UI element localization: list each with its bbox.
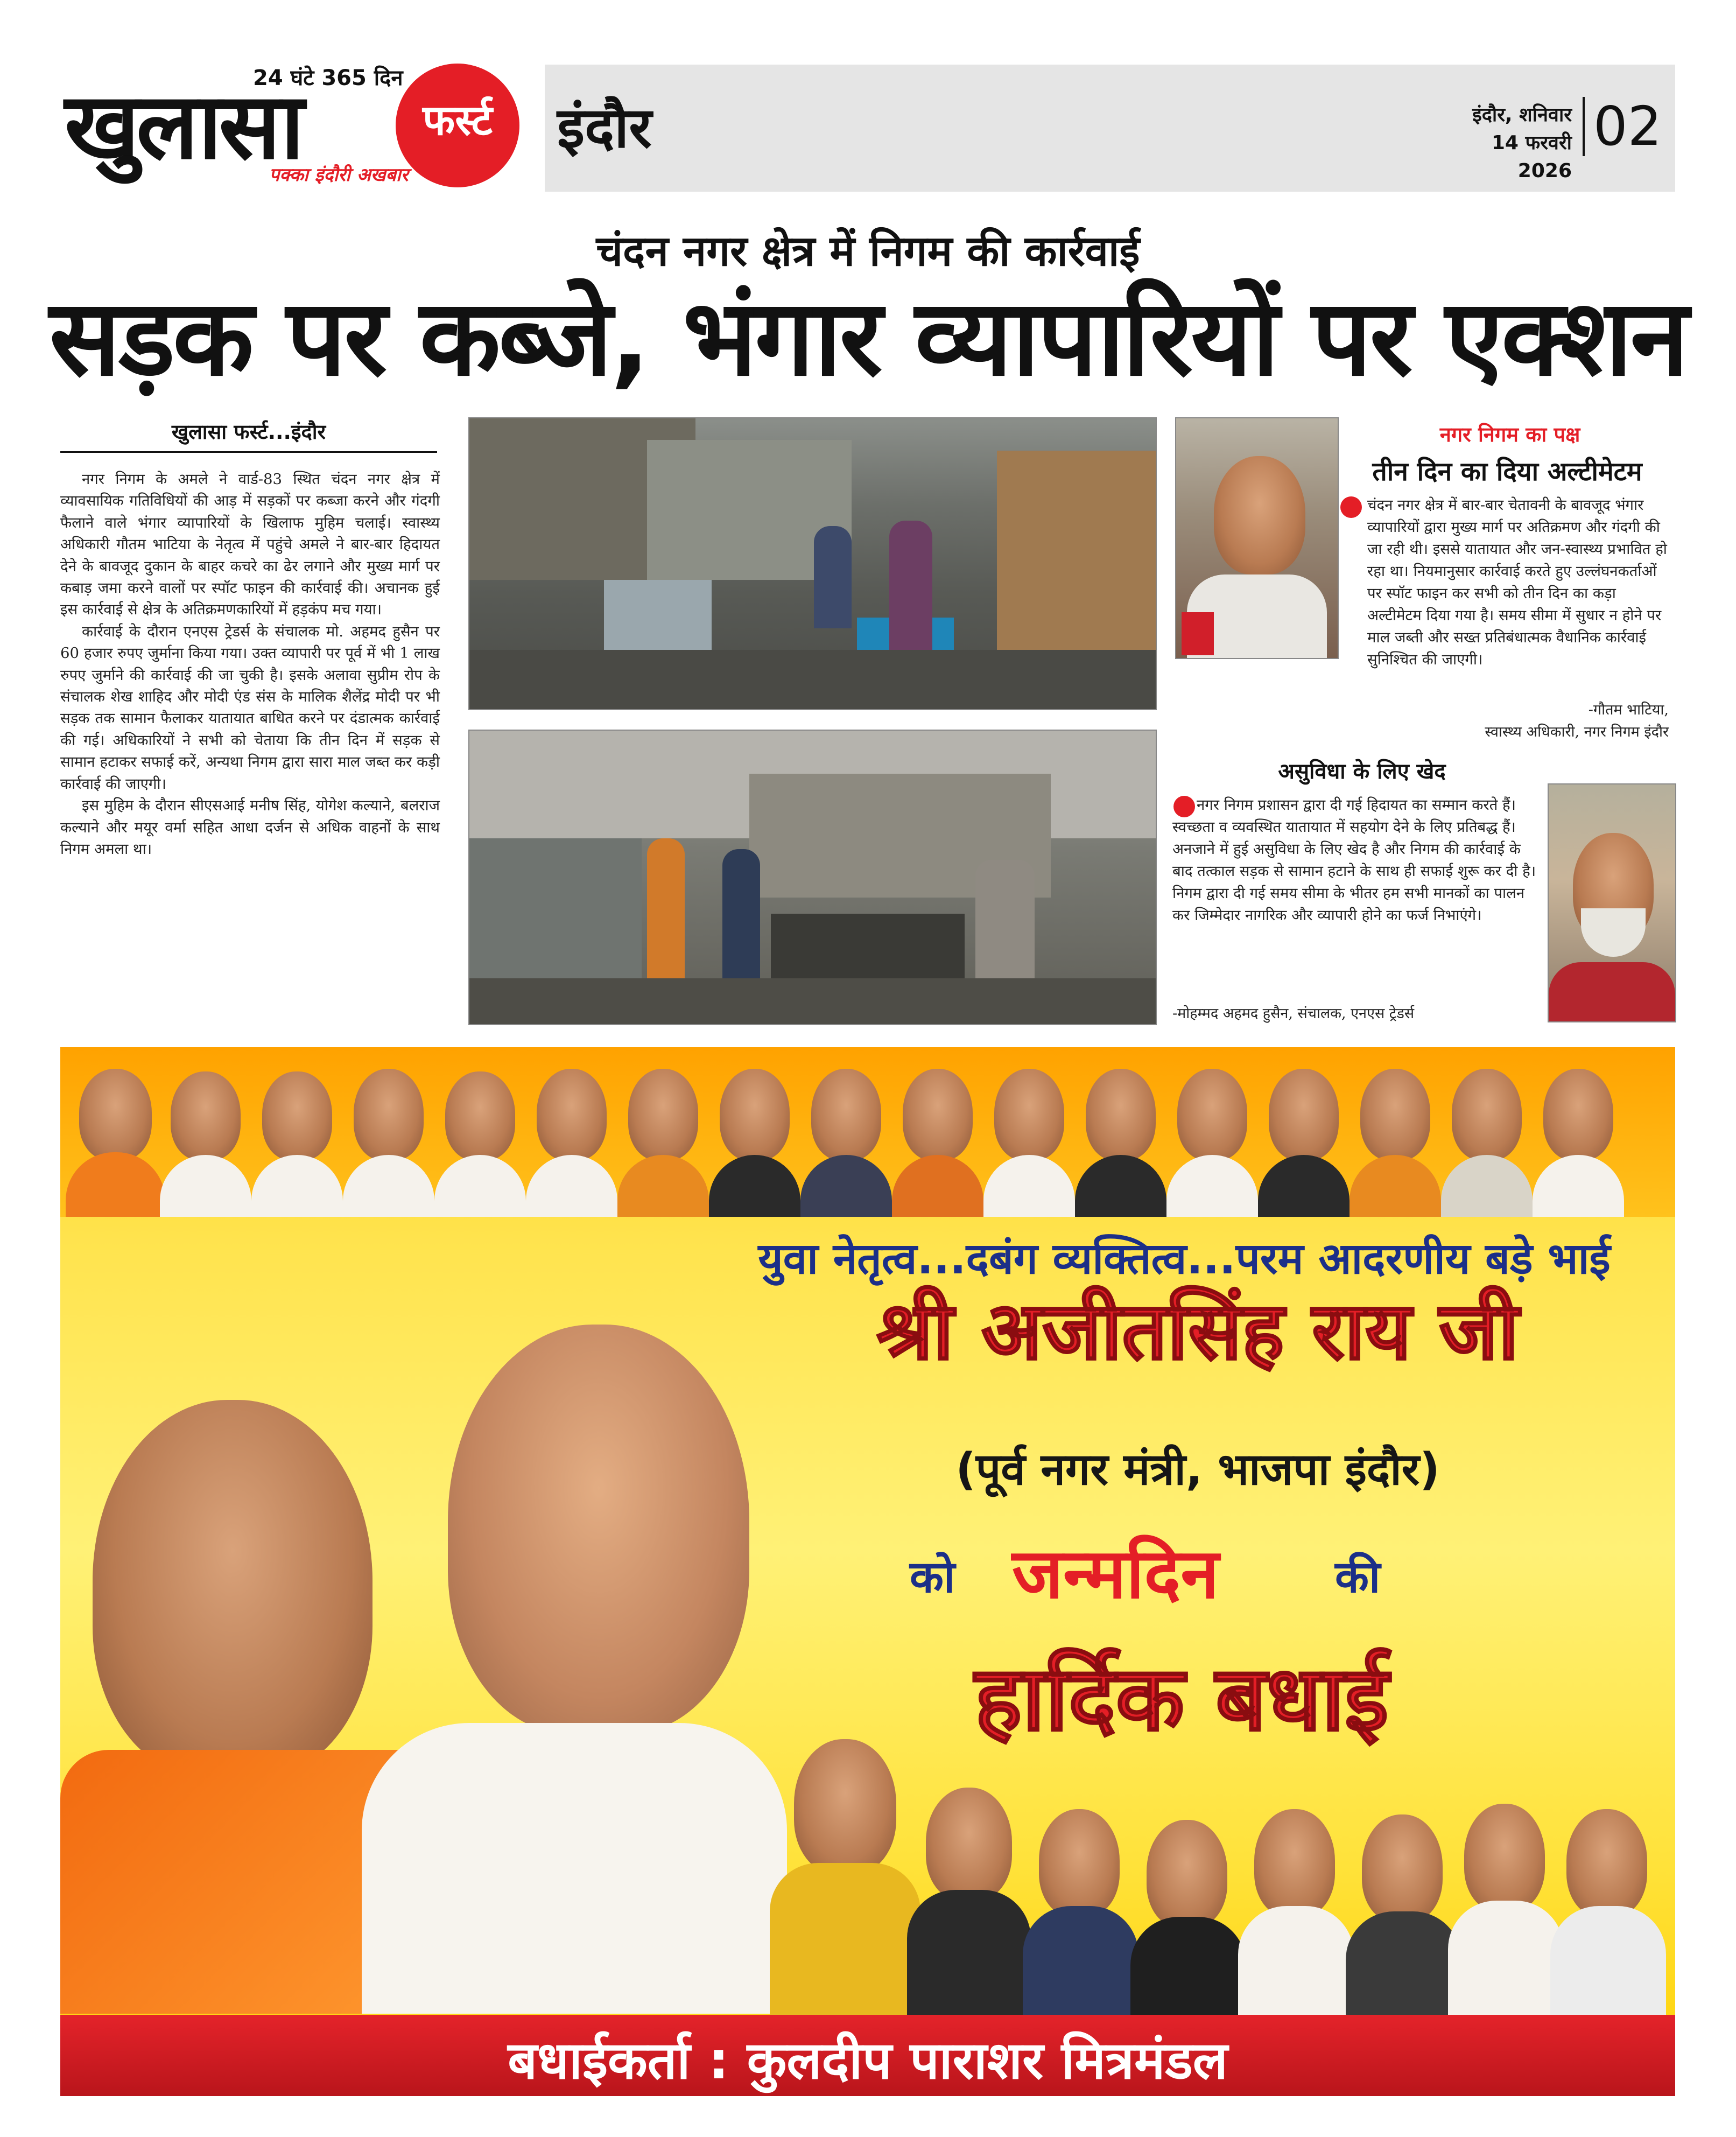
ad-honoree-name: श्री अजीतसिंह राय जी <box>876 1285 1519 1377</box>
ad-footer-text: बधाईकर्ता : कुलदीप पाराशर मित्रमंडल <box>508 2030 1228 2091</box>
article-paragraph-1: नगर निगम के अमले ने वार्ड-83 स्थित चंदन नगर क्षेत्र में व्यावसायिक गतिविधियों की आड़ में सड़कों पर कब्जा करने और गंदगी फैलाने वाले भंगार व्यापारियों के खिलाफ मुहिम चलाई। स्वास्थ्य अधिकारी गौतम भाटिया के नेतृत्व में पहुंचे अमले ने बार-बार हिदायत देने के बावजूद दुकान के बाहर कचरे का ढेर लगाने और मुख्य मार्ग पर कबाड़ जमा करने वालों पर स्पॉट फाइन की कार्रवाई की। अचानक हुई इस कार्रवाई से क्षेत्र के अतिक्रमणकारियों में हड़कंप मच गया। <box>60 471 440 619</box>
masthead-tagline-top: 24 घंटे 365 दिन <box>253 66 403 90</box>
byline-rule <box>60 451 437 453</box>
ad-honoree-designation: (पूर्व नगर मंत्री, भाजपा इंदौर) <box>955 1444 1440 1495</box>
article-body <box>60 468 440 860</box>
sidebar-one-attribution-role: स्वास्थ्य अधिकारी, नगर निगम इंदौर <box>1485 724 1669 740</box>
sidebar-one-heading: तीन दिन का दिया अल्टीमेटम <box>1372 457 1642 487</box>
sidebar-one-kicker: नगर निगम का पक्ष <box>1439 423 1580 446</box>
sidebar-two-attribution: -मोहम्मद अहमद हुसैन, संचालक, एनएस ट्रेडर्स <box>1172 1005 1415 1022</box>
dateline <box>1453 101 1572 186</box>
dateline-date: 14 फरवरी 2026 <box>1491 132 1572 183</box>
article-byline: खुलासा फर्स्ट...इंदौर <box>171 420 326 444</box>
article-paragraph-3: इस मुहिम के दौरान सीएसआई मनीष सिंह, योगेश कल्याने, बलराज कल्याने और मयूर वर्मा सहित आधा दर्जन से अधिक वाहनों के साथ निगम अमला था। <box>60 797 440 858</box>
ad-ki-word: की <box>1335 1552 1381 1603</box>
brand-name: खुलासा <box>65 73 301 180</box>
ad-wishes: हार्दिक बधाई <box>974 1647 1389 1751</box>
page-number-divider <box>1583 97 1585 156</box>
masthead-tagline-bottom: पक्का इंदौरी अखबार <box>269 164 409 186</box>
article-paragraph-2: कार्रवाई के दौरान एनएस ट्रेडर्स के संचालक मो. अहमद हुसैन पर 60 हजार रुपए जुर्माना किया गया। उक्त व्यापारी पर पूर्व में भी 1 लाख रुपए जुर्माने की कार्रवाई की जा चुकी है। इसके अलावा सुप्रीम रोप के संचालक शेख शाहिद और मोदी एंड संस के मालिक शैलेंद्र मोदी पर भी सड़क तक सामान फैलाकर यातायात बाधित करने पर दंडात्मक कार्रवाई की गई। अधिकारियों ने सभी को चेताया कि तीन दिन में सड़क से सामान हटाकर सफाई करें, अन्यथा निगम द्वारा सारा माल जब्त कर कड़ी कार्रवाई की जाएगी। <box>60 622 440 793</box>
brand-circle-text: फर्स्ट <box>423 96 493 145</box>
dateline-city-day: इंदौर, शनिवार <box>1472 104 1572 126</box>
ad-supporters-row <box>770 1723 1675 2016</box>
ad-tagline: युवा नेतृत्व...दबंग व्यक्तित्व...परम आदरणीय बड़े भाई <box>758 1234 1611 1284</box>
ad-main-portraits <box>60 1249 787 2014</box>
ad-ko-word: को <box>910 1552 955 1603</box>
sidebar-one-quote-text: चंदन नगर क्षेत्र में बार-बार चेतावनी के बावजूद भंगार व्यापारियों द्वारा मुख्य मार्ग पर अतिक्रमण और गंदगी की जा रही थी। इससे यातायात और जन-स्वास्थ्य प्रभावित हो रहा था। नियमानुसार कार्रवाई करते हुए उल्लंघनकर्ताओं पर स्पॉट फाइन कर सभी को तीन दिन का कड़ा अल्टीमेटम दिया गया है। समय सीमा में सुधार न होने पर माल जब्ती और सख्त प्रतिबंधात्मक वैधानिक कार्रवाई सुनिश्चित की जाएगी। <box>1367 496 1667 668</box>
trader-photo <box>1548 783 1676 1022</box>
ad-birthday-word: जन्मदिन <box>1012 1534 1219 1614</box>
page-number: 02 <box>1593 95 1662 158</box>
sidebar-two-quote-text: नगर निगम प्रशासन द्वारा दी गई हिदायत का सम्मान करते हैं। स्वच्छता व व्यवस्थित यातायात में सहयोग देने के लिए प्रतिबद्ध हैं। अनजाने में हुई असुविधा के लिए खेद है और निगम की कार्रवाई के बाद तत्काल सड़क से सामान हटाने के साथ ही सफाई शुरू कर दी है। निगम द्वारा दी गई समय सीमा के भीतर हम सभी मानकों का पालन कर जिम्मेदार नागरिक और व्यापारी होने का फर्ज निभाएंगे। <box>1172 796 1536 924</box>
article-photo-1 <box>468 417 1157 710</box>
sidebar-one-attribution-name: -गौतम भाटिया, <box>1588 702 1669 718</box>
sidebar-one-text <box>1179 494 1669 671</box>
edition-name: इंदौर <box>557 95 652 160</box>
ad-leaders-row <box>60 1047 1675 1217</box>
sidebar-two-heading: असुविधा के लिए खेद <box>1278 759 1446 784</box>
article-photo-2 <box>468 730 1157 1025</box>
sidebar-one-attribution <box>1179 699 1669 743</box>
article-kicker: चंदन नगर क्षेत्र में निगम की कार्रवाई <box>596 227 1140 276</box>
article-headline: सड़क पर कब्जे, भंगार व्यापारियों पर एक्शन <box>49 277 1687 400</box>
sidebar-two-text <box>1172 794 1544 927</box>
sidebar-one-quote <box>1179 494 1669 671</box>
